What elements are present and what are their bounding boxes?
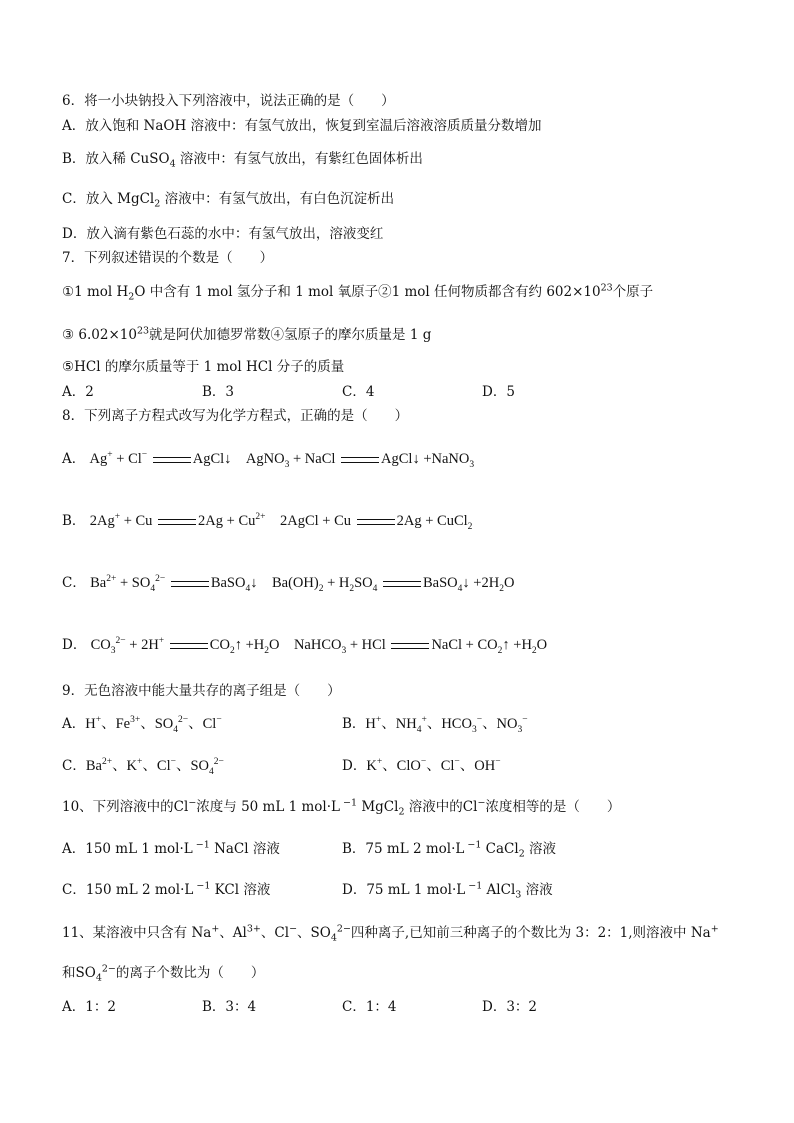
- q8-option-c: C． $Ba^{2+} + SO_4^{2-}$ BaSO$_4$↓ $Ba(OH)_2 + H_2SO_4$ BaSO$_4$↓ $+2H_2O$: [62, 574, 515, 594]
- q6-option-c: C．放入 MgCl$_2$ 溶液中：有氢气放出，有白色沉淀析出: [62, 191, 395, 210]
- q7-statement-1-2: ①1 mol $H_2O$ 中含有 1 mol 氢分子和 1 mol 氧原子②1 mol 任何物质都含有约 $602\times 10^{23}$个原子: [62, 282, 654, 303]
- q11-option-b: B．3：4: [202, 999, 257, 1015]
- q11-stem-line-2: 和$SO_4^{2-}$的离子个数比为（ ）: [62, 963, 265, 984]
- q11-option-c: C．1：4: [342, 999, 397, 1015]
- q10-option-b: B．75 mL 2 mol·L $^{-1}$ CaCl$_2$ 溶液: [342, 839, 557, 860]
- q6-stem: 6．将一小块钠投入下列溶液中，说法正确的是（ ）: [62, 93, 395, 109]
- q11-option-a: A．1：2: [62, 999, 116, 1015]
- q7-option-b: B．3: [202, 384, 235, 400]
- q7-statement-3-4: ③ $6.02\times 10^{23}$就是阿伏加德罗常数④氢原子的摩尔质量是 1 g: [62, 325, 432, 343]
- q9-option-c: C．$Ba^{2+}$、K+、Cl−、$SO_4^{2-}$: [62, 757, 224, 777]
- q7-option-a: A．2: [62, 384, 94, 400]
- q7-statement-5: ⑤HCl 的摩尔质量等于 1 mol HCl 分子的质量: [62, 359, 345, 375]
- q9-option-b: B．H+、$NH_4^+$、$HCO_3^-$、$NO_3^-$: [342, 715, 528, 735]
- q9-stem: 9．无色溶液中能大量共存的离子组是（ ）: [62, 683, 341, 699]
- q7-option-d: D．5: [482, 384, 515, 400]
- q9-option-a: A．H+、$Fe^{3+}$、$SO_4^{2-}$、Cl−: [62, 715, 222, 735]
- q11-stem-line-1: 11、某溶液中只含有 Na+、$Al^{3+}$、Cl−、$SO_4^{2-}$四种离子,已知前三种离子的个数比为 3：2：1,则溶液中 Na+: [62, 923, 719, 944]
- q7-option-c: C．4: [342, 384, 375, 400]
- q10-option-d: D．75 mL 1 mol·L $^{-1}$ AlCl$_3$ 溶液: [342, 880, 553, 901]
- q6-option-b: B．放入稀 CuSO$_4$ 溶液中：有氢气放出，有紫红色固体析出: [62, 151, 423, 170]
- q6-option-d: D．放入滴有紫色石蕊的水中：有氢气放出，溶液变红: [62, 226, 384, 242]
- q7-stem: 7．下列叙述错误的个数是（ ）: [62, 250, 274, 266]
- q6-option-a: A．放入饱和 NaOH 溶液中：有氢气放出，恢复到室温后溶液溶质质量分数增加: [62, 118, 542, 134]
- q10-option-c: C．150 mL 2 mol·L $^{-1}$ KCl 溶液: [62, 880, 271, 898]
- q8-option-d: D． $CO_3^{2-} + 2H^+$ $CO_2↑ +H_2O$ NaHCO$_3$ + HCl NaCl + $CO_2↑ +H_2O$: [62, 636, 548, 656]
- q10-option-a: A．150 mL 1 mol·L $^{-1}$ NaCl 溶液: [62, 839, 280, 857]
- q8-option-b: B． 2Ag+ + Cu $2Ag + Cu^{2+}$ 2AgCl + Cu 2Ag + CuCl$_2$: [62, 512, 473, 532]
- q11-option-d: D．3：2: [482, 999, 538, 1015]
- q8-stem: 8．下列离子方程式改写为化学方程式，正确的是（ ）: [62, 408, 409, 424]
- q10-stem: 10、下列溶液中的Cl−浓度与 50 mL 1 mol·L $^{-1}$ MgCl$_2$ 溶液中的Cl−浓度相等的是（ ）: [62, 797, 621, 818]
- q9-option-d: D．K+、ClO−、Cl−、OH−: [342, 757, 501, 774]
- q8-option-a: A． Ag+ + Cl− AgCl↓ AgNO$_3$ + NaCl AgCl↓ +NaNO$_3$: [62, 450, 475, 470]
